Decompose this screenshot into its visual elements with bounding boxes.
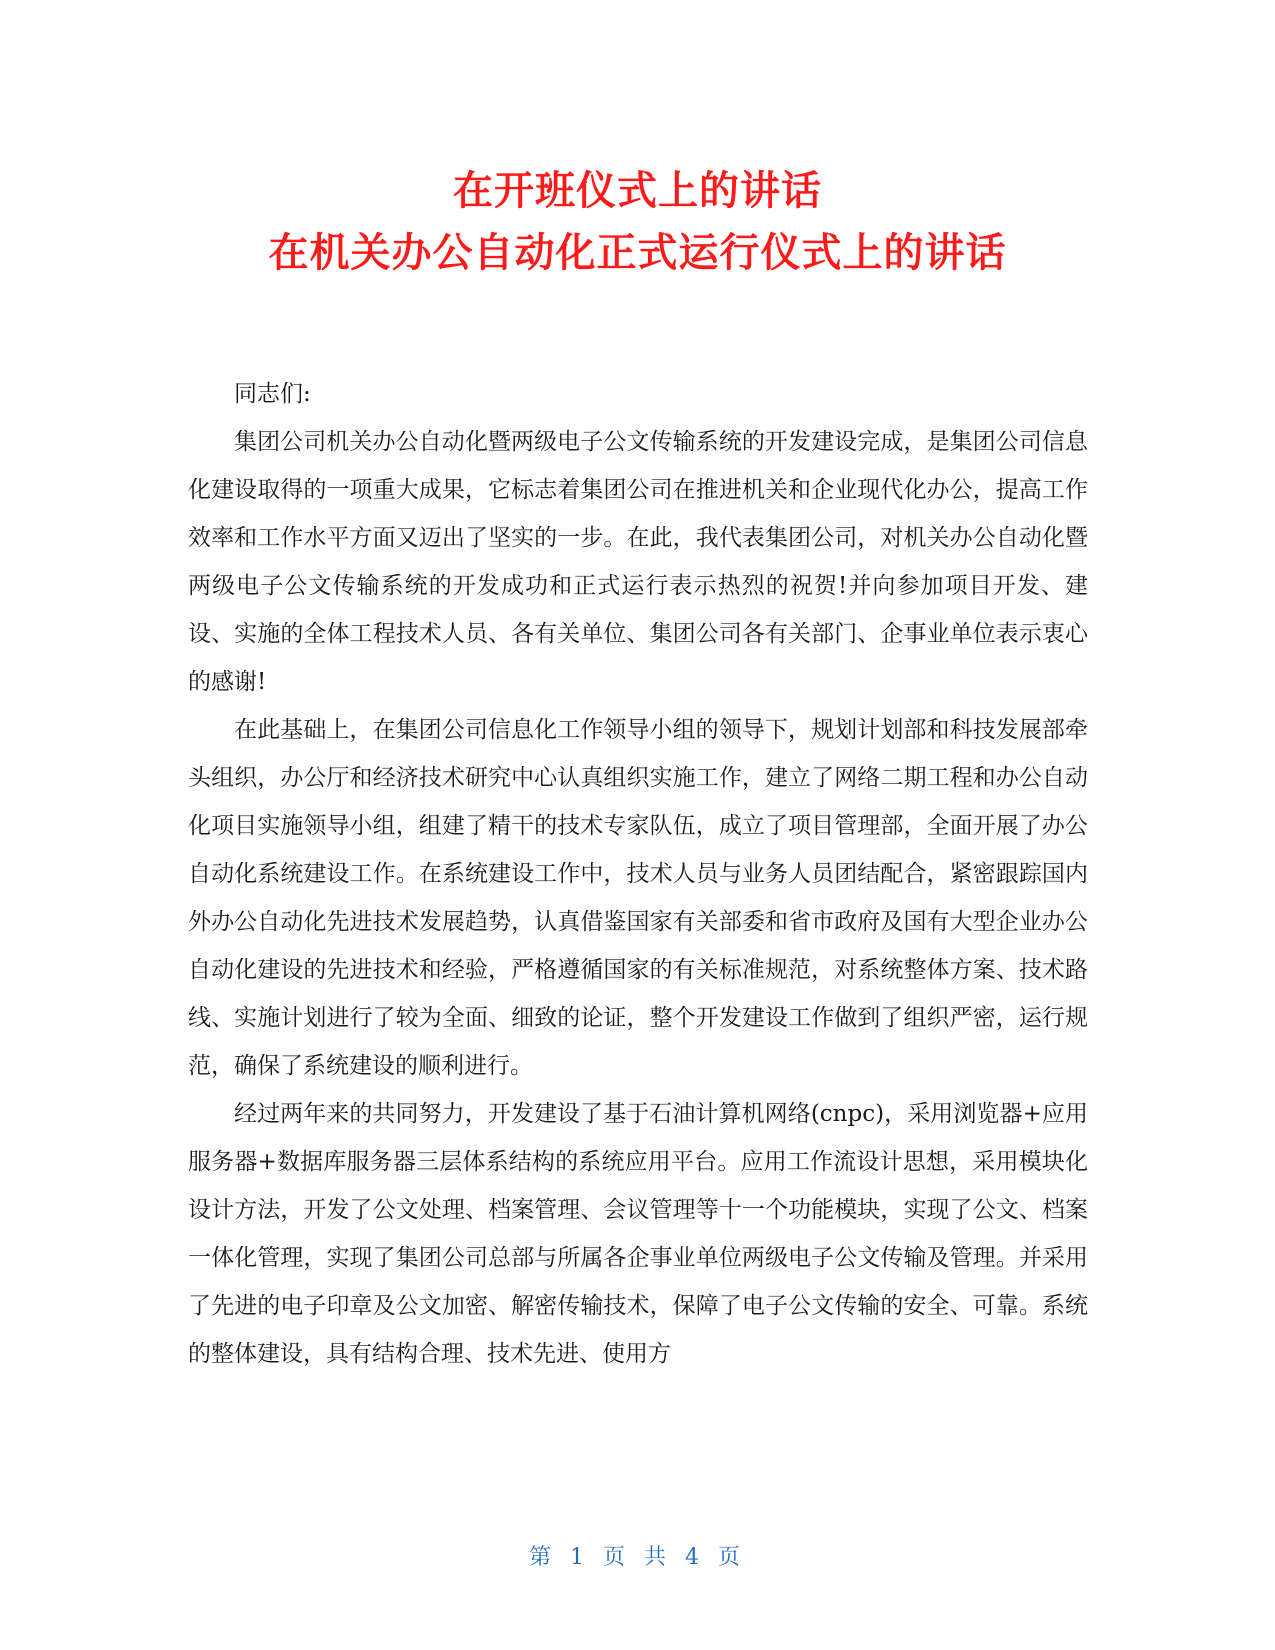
paragraph-1: 集团公司机关办公自动化暨两级电子公文传输系统的开发建设完成，是集团公司信息化建设取得的一项重大成果，它标志着集团公司在推进机关和企业现代化办公，提高工作效率和工作水平方面又迈出了坚实的一步。在此，我代表集团公司，对机关办公自动化暨两级电子公文传输系统的开发成功和正式运行表示热烈的祝贺!并向参加项目开发、建设、实施的全体工程技术人员、各有关单位、集团公司各有关部门、企事业单位表示衷心的感谢! <box>188 429 1088 695</box>
title-line-2: 在机关办公自动化正式运行仪式上的讲话 <box>268 230 1007 276</box>
title-block <box>0 160 1275 284</box>
paragraph-2: 在此基础上，在集团公司信息化工作领导小组的领导下，规划计划部和科技发展部牵头组织，办公厅和经济技术研究中心认真组织实施工作，建立了网络二期工程和办公自动化项目实施领导小组，组建了精干的技术专家队伍，成立了项目管理部，全面开展了办公自动化系统建设工作。在系统建设工作中，技术人员与业务人员团结配合，紧密跟踪国内外办公自动化先进技术发展趋势，认真借鉴国家有关部委和省市政府及国有大型企业办公自动化建设的先进技术和经验，严格遵循国家的有关标准规范，对系统整体方案、技术路线、实施计划进行了较为全面、细致的论证，整个开发建设工作做到了组织严密，运行规范，确保了系统建设的顺利进行。 <box>188 717 1088 1079</box>
body-text <box>188 370 1088 1378</box>
title-line-1: 在开班仪式上的讲话 <box>453 168 822 214</box>
page-footer <box>0 1540 1275 1571</box>
page-number-label: 第 1 页 共 4 页 <box>529 1545 746 1570</box>
paragraph-3: 经过两年来的共同努力，开发建设了基于石油计算机网络(cnpc)，采用浏览器+应用服务器+数据库服务器三层体系结构的系统应用平台。应用工作流设计思想，采用模块化设计方法，开发了公文处理、档案管理、会议管理等十一个功能模块，实现了公文、档案一体化管理，实现了集团公司总部与所属各企事业单位两级电子公文传输及管理。并采用了先进的电子印章及公文加密、解密传输技术，保障了电子公文传输的安全、可靠。系统的整体建设，具有结构合理、技术先进、使用方 <box>188 1101 1088 1367</box>
salutation: 同志们: <box>234 381 311 407</box>
